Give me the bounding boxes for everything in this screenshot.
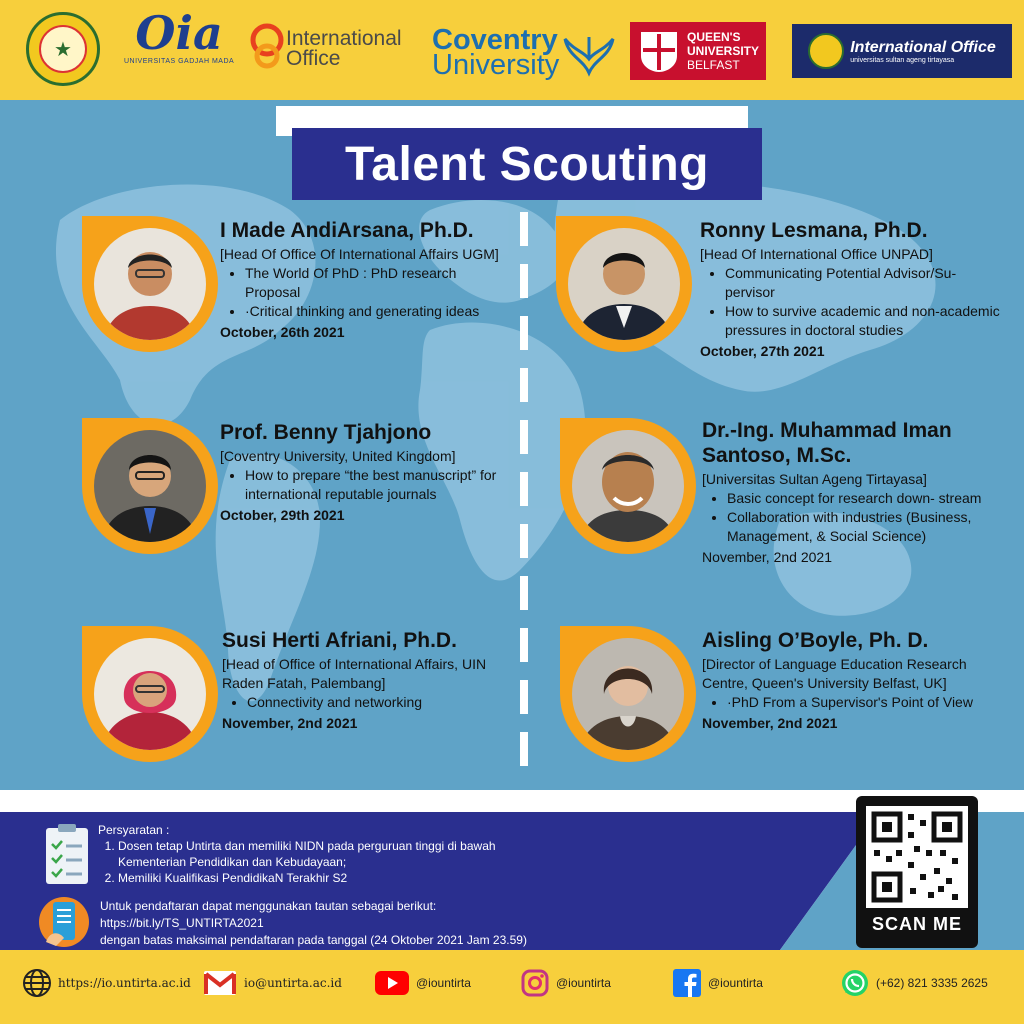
speaker-photo [94,638,206,750]
speaker-photo [572,430,684,542]
speaker-photo [568,228,680,340]
untirta-seal-logo [26,12,100,86]
untirta-io-subtitle: universitas sultan ageng tirtayasa [850,56,955,64]
speaker-date: November, 2nd 2021 [222,715,358,731]
speaker-topics [222,693,514,712]
logo-bar [0,0,1024,100]
speaker-topics [702,693,1002,712]
speaker-date: October, 27th 2021 [700,343,825,359]
io-text-line1: International [286,27,402,50]
speaker-affiliation: [Director of Language Education Research Centre, Queen's University Belfast, UK] [702,656,967,691]
oia-ugm-logo [124,6,235,65]
speaker-affiliation: [Head of Office of International Affairs, UIN Raden Fatah, Palembang] [222,656,487,691]
qub-line2: UNIVERSITY [686,44,759,58]
speaker-topic: • How to survive academic and non-academic pressures in doctoral studies [725,302,1000,340]
footer-email[interactable] [202,968,342,998]
untirta-io-logo [792,24,1012,78]
speaker-date: October, 26th 2021 [220,324,345,340]
speaker-name: I Made AndiArsana, Ph.D. [220,219,474,242]
whatsapp-icon [840,968,870,998]
registration-line: Untuk pendaftaran dapat menggunakan tautan sebagai berikut: [100,899,437,913]
speaker-topic: • Communicating Potential Advisor/Su-pervisor [725,264,1000,302]
registration-deadline: dengan batas maksimal pendaftaran pada tanggal (24 Oktober 2021 Jam 23.59) [100,933,527,947]
speaker-name: Aisling O’Boyle, Ph. D. [702,629,929,652]
speaker-name: Ronny Lesmana, Ph.D. [700,219,928,242]
globe-icon [22,968,52,998]
footer-website-text: https://io.untirta.ac.id [58,976,191,990]
requirements-list [98,838,558,886]
registration-link[interactable]: https://bit.ly/TS_UNTIRTA2021 [100,916,264,930]
speaker-affiliation: [Head Of Office Of International Affairs UGM] [220,246,499,262]
requirement-item: 2. Memiliki Kualifikasi PendidikaN Terakhir S2 [118,870,558,886]
speaker-card [220,420,512,525]
speaker-topic: • Connectivity and networking [247,693,514,712]
title-banner [292,128,762,200]
speaker-card [702,628,1002,733]
oia-wordmark: Oia [135,6,223,60]
youtube-icon [374,968,410,998]
scan-me-label: SCAN ME [871,914,962,934]
speaker-card [702,418,1012,567]
coventry-line1: Coventry [432,24,558,56]
speaker-topics [702,489,1012,546]
footer-youtube[interactable] [374,968,471,998]
seal-icon: ★ [39,25,87,73]
requirements-heading: Persyaratan : [98,823,170,837]
speaker-photo-frame [560,418,696,554]
qr-code[interactable] [866,806,968,908]
speaker-card [700,218,1000,361]
speaker-date: November, 2nd 2021 [702,549,832,565]
speaker-name: Prof. Benny Tjahjono [220,421,432,444]
registration-info [100,898,620,949]
speaker-topic: • Basic concept for research down- stream [727,489,1012,508]
footer-instagram-text: @iountirta [556,976,611,990]
speaker-photo-frame [82,216,218,352]
speaker-card [222,628,514,733]
speaker-topics [220,466,512,504]
footer-instagram[interactable] [520,968,611,998]
untirta-io-title: International Office [850,38,996,56]
speaker-topics [700,264,1000,340]
checklist-icon [44,822,90,891]
speaker-affiliation: [Head Of International Office UNPAD] [700,246,933,262]
footer-youtube-text: @iountirta [416,976,471,990]
speaker-photo-frame [82,626,218,762]
speaker-topic: • ·PhD From a Supervisor's Point of View [727,693,1002,712]
footer-facebook-text: @iountirta [708,976,763,990]
speaker-photo-frame [82,418,218,554]
oia-subtitle: UNIVERSITAS GADJAH MADA [124,58,235,65]
qr-code-card[interactable] [856,796,978,948]
speaker-topic: • Collaboration with industries (Business, Management, & Social Science) [727,508,1012,546]
speaker-topic: • The World Of PhD : PhD research Proposal [245,264,512,302]
io-text-line2: Office [286,47,341,70]
speaker-topic: • ·Critical thinking and generating ideas [245,302,512,321]
page-title: Talent Scouting [345,137,709,191]
footer-whatsapp-text: (+62) 821 3335 2625 [876,976,988,990]
footer-email-text: io@untirta.ac.id [244,976,342,990]
queens-belfast-logo [630,22,766,80]
requirement-item: 1. Dosen tetap Untirta dan memiliki NIDN pada perguruan tinggi di bawah Kementerian Pendidikan dan Kebudayaan; [118,838,558,870]
qub-line3: BELFAST [686,58,740,72]
gmail-icon [202,968,238,998]
unpad-io-logo [250,22,402,76]
untirta-mini-seal-icon [808,33,844,69]
phone-form-icon [38,896,90,953]
speaker-card [220,218,512,342]
center-dashed-divider [520,212,528,782]
speaker-name: Susi Herti Afriani, Ph.D. [222,629,457,652]
io-swirl-icon [250,22,284,76]
footer-website[interactable] [22,968,191,998]
speaker-date: November, 2nd 2021 [702,715,838,731]
coventry-logo [432,24,615,81]
speaker-topics [220,264,512,321]
speaker-topic: • How to prepare “the best manuscript” for international reputable journals [245,466,512,504]
facebook-icon [672,968,702,998]
requirements [98,822,558,886]
phoenix-icon [563,29,615,77]
speaker-name: Dr.-Ing. Muhammad Iman Santoso, M.Sc. [702,419,952,467]
speaker-photo [94,430,206,542]
speaker-photo [94,228,206,340]
qub-crest-icon [637,28,681,74]
speaker-affiliation: [Universitas Sultan Ageng Tirtayasa] [702,471,927,487]
footer-facebook[interactable] [672,968,763,998]
footer-whatsapp[interactable] [840,968,988,998]
speaker-photo-frame [560,626,696,762]
speaker-photo [572,638,684,750]
speaker-photo-frame [556,216,692,352]
speaker-affiliation: [Coventry University, United Kingdom] [220,448,456,464]
coventry-line2: University [432,49,560,81]
instagram-icon [520,968,550,998]
speaker-date: October, 29th 2021 [220,507,345,523]
qub-line1: QUEEN'S [686,30,741,44]
